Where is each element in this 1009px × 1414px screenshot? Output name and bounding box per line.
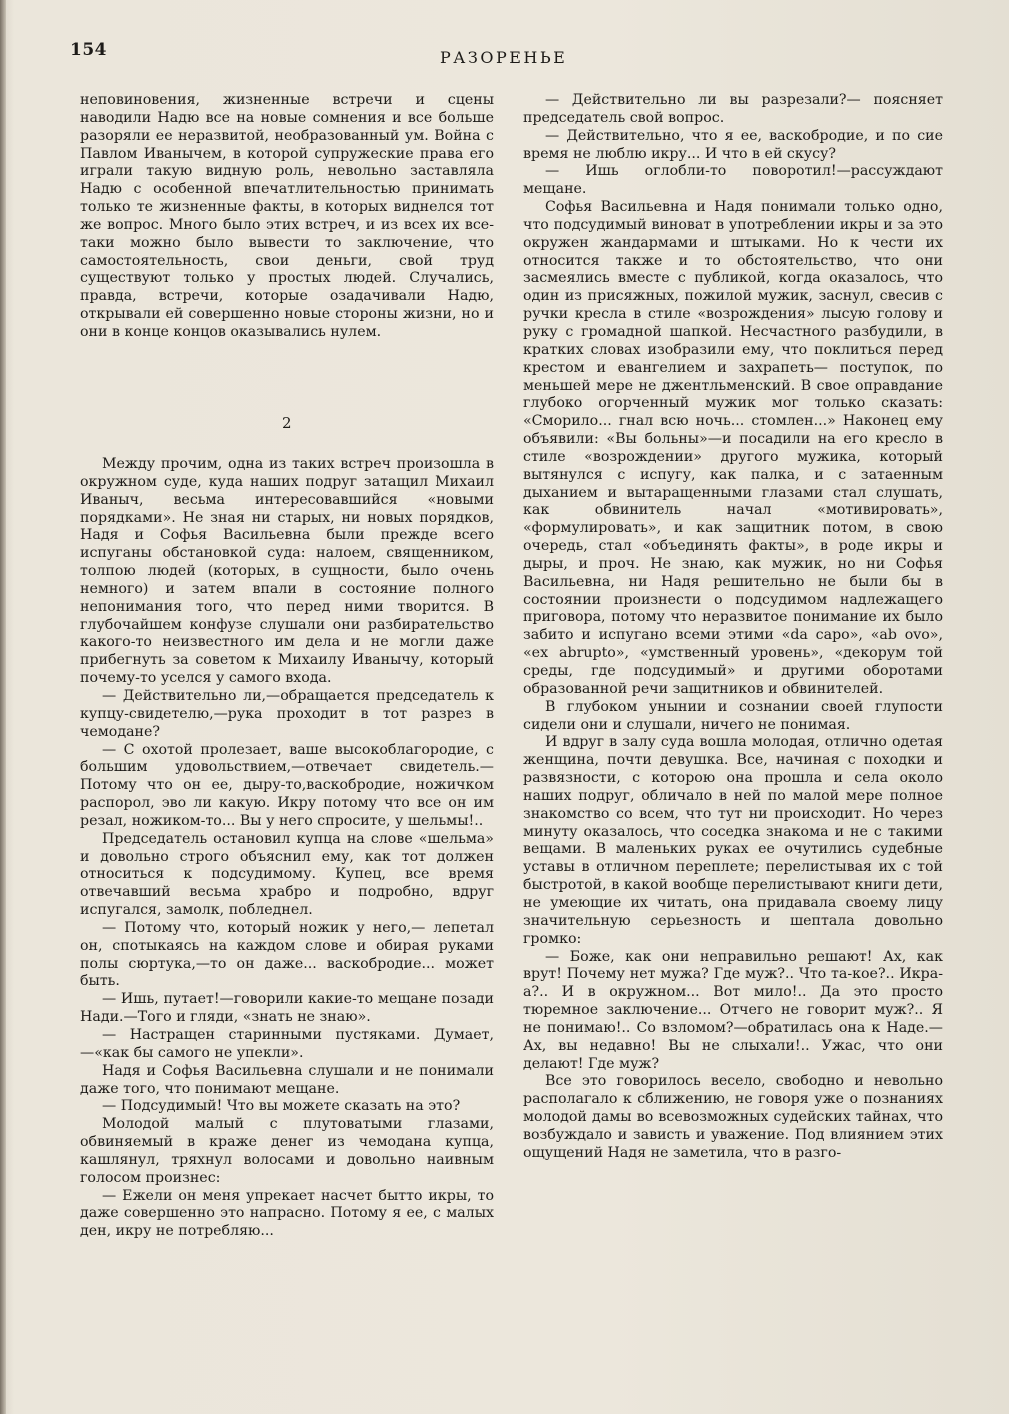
paragraph: — Подсудимый! Что вы можете сказать на это? [102, 1098, 461, 1115]
paragraph: — Действительно ли вы разрезали?— поясняет председатель свой вопрос. [523, 92, 943, 126]
paragraph: — Потому что, который ножик у него,— лепетал он, спотыкаясь на каждом слове и обирая руками полы сюртука,—то он даже... васкобродие... может быть. [80, 919, 494, 990]
paragraph: Надя и Софья Васильевна слушали и не понимали даже того, что понимают мещане. [80, 1062, 494, 1097]
paragraph: — С охотой пролезает, ваше высокоблагородие, с большим удовольствием,—отвечает свидетель.—Потому что он ее, дыру-то,васкобродие, ножичком распорол, эво ли какую. Икру потому что все он им резал, ножиком-то... Вы у него спросите, у шельмы!.. [80, 741, 494, 829]
paragraph: — Ишь, путает!—говорили какие-то мещане позади Нади.—Того и гляди, «знать не знаю». [80, 991, 494, 1026]
paragraph: — Ишь оглобли-то поворотил!—рассуждают мещане. [523, 163, 943, 198]
section-number: 2 [282, 414, 292, 432]
paragraph: Молодой малый с плутоватыми глазами, обвиняемый в краже денег из чемодана купца, кашлянул, тряхнул волосами и довольно наивным голосом произнес: [80, 1116, 494, 1186]
paragraph: И вдруг в залу суда вошла молодая, отлично одетая женщина, почти девушка. Все, начиная с походки и развязности, с которою она прошла и села около наших подруг, обличало в ней по малой мере полное знакомство со всем, что тут ни происходит. Но через минуту оказалось, что соседка знакома и не с такими вещами. В маленьких руках ее очутились судебные уставы в отличном переплете; перелистывая их с той быстротой, в какой вообще перелистывают книги дети, не умеющие их читать, она придавала своему лицу значительную серьезность и шептала довольно громко: [523, 734, 943, 947]
left-column-top [80, 92, 494, 342]
paragraph: неповиновения, жизненные встречи и сцены наводили Надю все на новые сомнения и все больше разоряли ее неразвитой, необразованный ум. Война с Павлом Иванычем, в которой супружеские права его играли такую видную роль, невольно заставляла Надю с особенной впечатлительностью принимать только те жизненные факты, в которых виднелся тот же вопрос. Много было этих встреч, и из всех их все-таки можно было вывести то заключение, что самостоятельность, свои деньги, свой труд существуют только у простых людей. Случались, правда, встречи, которые озадачивали Надю, открывали ей совершенно новые стороны жизни, но и они в конце концов оказывались нулем. [80, 92, 494, 340]
paragraph: Все это говорилось весело, свободно и невольно располагало к сближению, не говоря уже о познаниях молодой дамы во всевозможных судейских тайнах, что возбуждало и зависть и уважение. Под влиянием этих ощущений Надя не заметила, что в разго- [523, 1073, 943, 1161]
paragraph: — Ежели он меня упрекает насчет бытто икры, то даже совершенно это напрасно. Потому я ее, с малых ден, икру не потребляю... [80, 1187, 494, 1240]
paragraph: — Настращен старинными пустяками. Думает,—«как бы самого не упекли». [80, 1027, 494, 1061]
paragraph: Между прочим, одна из таких встреч произошла в окружном суде, куда наших подруг затащил Михаил Иваныч, весьма интересовавшийся «новыми порядками». Не зная ни старых, ни новых порядков, Надя и Софья Васильевна были прежде всего испуганы обстановкой суда: налоем, священником, толпою людей (которых, в сущности, было очень немного) и затем впали в состояние полного непонимания того, что перед ними творится. В глубочайшем конфузе слушали они разбирательство какого-то неизвестного им дела и не могли даже прибегнуть за советом к Михаилу Иванычу, который почему-то уселся у самого входа. [80, 456, 494, 687]
paragraph: Софья Васильевна и Надя понимали только одно, что подсудимый виноват в употреблении икры и за это окружен жандармами и штыками. Но к чести их относится также и то обстоятельство, что они засмеялись вместе с публикой, когда оказалось, что один из присяжных, пожилой мужик, заснул, свесив с ручки кресла в стиле «возрождения» лысую голову и руку с громадной шапкой. Несчастного разбудили, в кратких словах изобразили ему, что поклиться перед крестом и евангелием и захрапеть— поступок, по меньшей мере не джентльменский. В свое оправдание глубоко огорченный мужик мог только сказать: «Сморило... гнал всю ночь... стомлен...» Наконец ему объявили: «Вы больны»—и посадили на его кресло в стиле «возрождении» другого мужика, который вытянулся с испугу, как палка, и с затаенным дыханием и вытаращенными глазами стал слушать, как обвинитель начал «мотивировать», «формулировать», и как защитник потом, в свою очередь, стал «объединять факты», в роде икры и дыры, и проч. Не знаю, как мужик, но ни Софья Васильевна, ни Надя решительно не были бы в состоянии произнести о подсудимом надлежащего приговора, потому что неразвитое понимание их было забито и испугано всеми этими «da capo», «ab ovo», «ex abrupto», «умственный уровень», «декорум той среды, где подсудимый» и другими оборотами образованной речи защитников и обвинителей. [523, 199, 943, 697]
paragraph: Председатель остановил купца на слове «шельма» и довольно строго объяснил ему, как тот должен относиться к подсудимому. Купец, все время отвечавший весьма храбро и подробно, вдруг испугался, замолк, побледнел. [80, 830, 494, 919]
left-column-bottom [80, 456, 494, 1241]
page-edge-shadow [0, 0, 6, 1414]
running-title: РАЗОРЕНЬЕ [440, 48, 568, 67]
paragraph: — Боже, как они неправильно решают! Ах, как врут! Почему нет мужа? Где муж?.. Что та-кое?.. Икра-а?.. И в окружном... Вот мило!.. Да это просто тюремное заключение... Отчего не говорит муж?.. Я не понимаю!.. Со взломом?—обратилась она к Наде.—Ах, вы недавно! Вы не слыхали!.. Ужас, что они делают! Где муж? [523, 948, 943, 1072]
right-column [523, 92, 943, 1163]
page-number: 154 [70, 40, 107, 60]
paragraph: — Действительно ли,—обращается председатель к купцу-свидетелю,—рука проходит в тот разрез в чемодане? [80, 687, 494, 740]
paragraph: В глубоком унынии и сознании своей глупости сидели они и слушали, ничего не понимая. [523, 698, 943, 733]
paragraph: — Действительно, что я ее, васкобродие, и по сие время не люблю икру... И что в ей скусу? [523, 127, 943, 162]
